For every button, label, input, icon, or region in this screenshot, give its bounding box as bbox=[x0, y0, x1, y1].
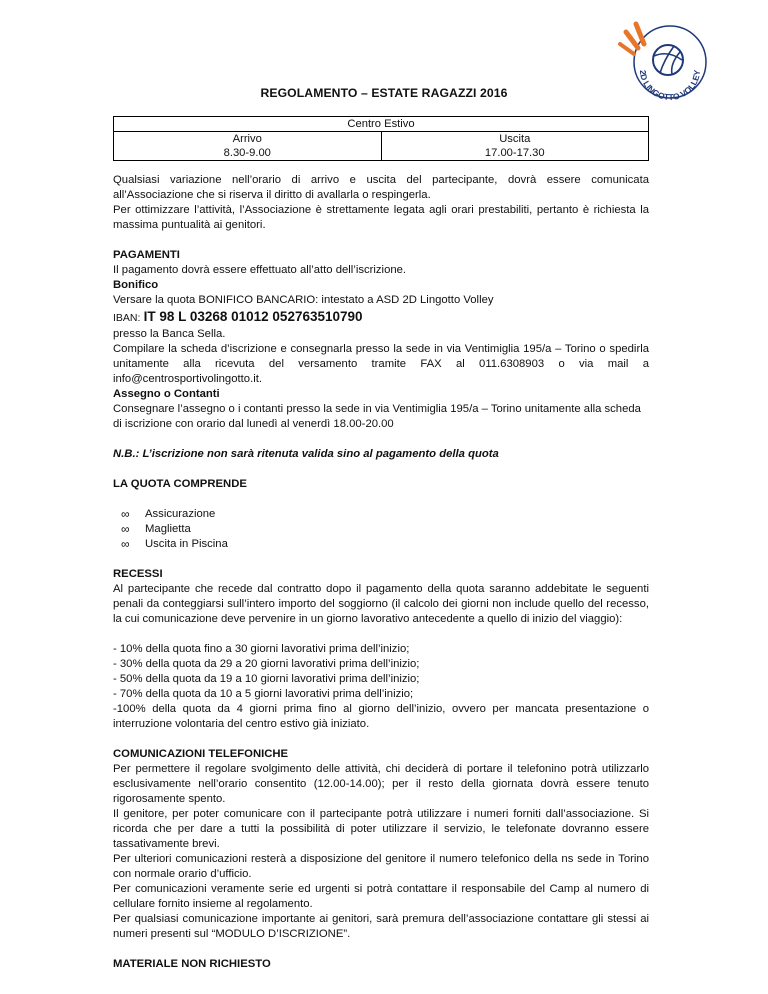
penalty-line: - 70% della quota da 10 a 5 giorni lavorativi prima dell’inizio; bbox=[113, 688, 414, 700]
assegno-heading: Assegno o Contanti bbox=[113, 388, 220, 400]
comunicazioni-paragraph: Per comunicazioni veramente serie ed urgenti si potrà contattare il responsabile del Camp al numero di cellulare fornito insieme al regolamento. bbox=[113, 883, 649, 910]
schedule-exit-cell bbox=[381, 132, 649, 161]
pagamenti-line: Il pagamento dovrà essere effettuato all’atto dell’iscrizione. bbox=[113, 264, 407, 276]
quota-list bbox=[113, 507, 649, 552]
penalty-line: - 10% della quota fino a 30 giorni lavorativi prima dell’inizio; bbox=[113, 643, 410, 655]
pagamenti-heading: PAGAMENTI bbox=[113, 249, 180, 261]
assegno-instructions: Consegnare l’assegno o i contanti presso la sede in via Ventimiglia 195/a – Torino unitamente alla scheda di iscrizione con orario dal lunedì al venerdì 18.00-20.00 bbox=[113, 403, 641, 430]
penalty-line: -100% della quota da 4 giorni prima fino al giorno dell’inizio, ovvero per mancata presentazione o interruzione volontaria del centro estivo già iniziato. bbox=[113, 703, 649, 730]
bonifico-instructions: Compilare la scheda d’iscrizione e consegnarla presso la sede in via Ventimiglia 195/a – Torino o spedirla unitamente alla ricevuta del versamento tramite FAX al 011.6308903 o via mail a info@centrosportivolingotto.it. bbox=[113, 343, 649, 385]
materiale-heading: MATERIALE NON RICHIESTO bbox=[113, 958, 271, 970]
intro-paragraph-1: Qualsiasi variazione nell’orario di arrivo e uscita del partecipante, dovrà essere comunicata all’Associazione che si riserva il diritto di avallarla o respingerla. bbox=[113, 174, 649, 201]
bullet-icon: ∞ bbox=[121, 507, 130, 521]
comunicazioni-paragraph: Per ulteriori comunicazioni resterà a disposizione del genitore il numero telefonico della ns sede in Torino con normale orario d’ufficio. bbox=[113, 853, 649, 880]
comunicazioni-paragraph: Il genitore, per poter comunicare con il partecipante potrà utilizzare i numeri forniti dall’associazione. Si ricorda che per dare a tutti la possibilità di poter utilizzare il servizio, le telefonate dovranno essere tassativamente brevi. bbox=[113, 808, 649, 850]
arrival-label: Arrivo bbox=[232, 133, 262, 145]
list-item: ∞ Maglietta bbox=[121, 522, 191, 536]
arrival-time: 8.30-9.00 bbox=[223, 147, 271, 159]
document-title: REGOLAMENTO – ESTATE RAGAZZI 2016 bbox=[260, 86, 508, 100]
penalty-line: - 30% della quota da 29 a 20 giorni lavorativi prima dell’inizio; bbox=[113, 658, 420, 670]
document-body bbox=[113, 173, 649, 972]
volleyball-icon bbox=[653, 45, 683, 75]
schedule-header: Centro Estivo bbox=[114, 117, 649, 132]
bank-line: presso la Banca Sella. bbox=[113, 328, 226, 340]
comunicazioni-heading: COMUNICAZIONI TELEFONICHE bbox=[113, 748, 289, 760]
exit-label: Uscita bbox=[499, 133, 531, 145]
bullet-icon: ∞ bbox=[121, 522, 130, 536]
schedule-table bbox=[113, 116, 649, 161]
quota-heading: LA QUOTA COMPRENDE bbox=[113, 478, 247, 490]
comunicazioni-paragraph: Per qualsiasi comunicazione importante ai genitori, sarà premura dell’associazione contattare gli stessi ai numeri presenti sul “MODULO D’ISCRIZIONE”. bbox=[113, 913, 649, 940]
iban-label: IBAN: bbox=[113, 312, 141, 324]
logo-text: 2D LINGOTTO VOLLEY bbox=[637, 69, 703, 102]
recessi-heading: RECESSI bbox=[113, 568, 163, 580]
bonifico-line: Versare la quota BONIFICO BANCARIO: intestato a ASD 2D Lingotto Volley bbox=[113, 294, 494, 306]
schedule-arrival-cell bbox=[114, 132, 382, 161]
list-item: ∞ Uscita in Piscina bbox=[121, 537, 228, 551]
bullet-icon: ∞ bbox=[121, 537, 130, 551]
nb-note: N.B.: L’iscrizione non sarà ritenuta valida sino al pagamento della quota bbox=[113, 448, 499, 460]
list-item: ∞ Assicurazione bbox=[121, 507, 216, 521]
comunicazioni-paragraph: Per permettere il regolare svolgimento delle attività, chi deciderà di portare il telefonino potrà utilizzarlo esclusivamente nell’orario consentito (12.00-14.00); per il resto della giornata dovrà essere tenuto rigorosamente spento. bbox=[113, 763, 649, 805]
bonifico-heading: Bonifico bbox=[113, 279, 159, 291]
intro-paragraph-2: Per ottimizzare l’attività, l’Associazione è strettamente legata agli orari prestabiliti, pertanto è richiesta la massima puntualità ai genitori. bbox=[113, 204, 649, 231]
exit-time: 17.00-17.30 bbox=[484, 147, 545, 159]
penalty-line: - 50% della quota da 19 a 10 giorni lavorativi prima dell’inizio; bbox=[113, 673, 420, 685]
recessi-intro: Al partecipante che recede dal contratto dopo il pagamento della quota saranno addebitate le seguenti penali da conteggiarsi sull’intero importo del soggiorno (il calcolo dei giorni non include quello del recesso, la cui comunicazione deve pervenire in un giorno lavorativo antecedente a quello di inizio del viaggio): bbox=[113, 583, 649, 625]
iban-number: IT 98 L 03268 01012 052763510790 bbox=[143, 309, 363, 324]
iban-line bbox=[113, 308, 649, 327]
